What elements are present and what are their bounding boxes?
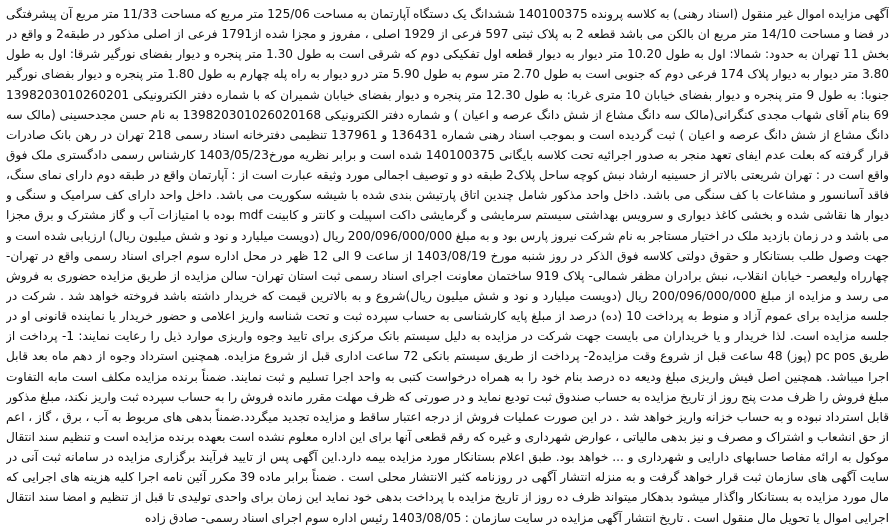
auction-notice (6, 4, 889, 527)
notice-paragraph (6, 4, 889, 527)
notice-title: آگهی مزایده اموال غیر منقول (اسناد رهنی) (672, 7, 889, 21)
notice-body: به کلاسه پرونده 140100375 ششدانگ یک دستگاه آپارتمان به مساحت 125/06 متر مربع که مساحت 11/33 متر مربع آن پیشرفتگی در فضا و مساحت 14/10 متر مربع ان بالکن می باشد قطعه 2 به پلاک ثبتی 597 فرعی از 1929 اصلی ، مفروز و مجزا شده از1791 فرعی از اصلی مذکور در طبقه2 و واقع در بخش 11 تهران به حدود: شمالا: اول به طول 10.20 متر دیوار به دیوار قطعه اول تفکیکی دوم که شرقی است به طول 1.30 متر پنجره و دیوار بفضای نورگیر شرقا: اول به طول 3.80 متر دیوار به دیوار پلاک 174 فرعی دوم که جنوبی است به طول 2.70 متر سوم به طول 5.90 متر درو دیوار به راه پله چهارم به طول 1.80 متر پنجره و دیوار بفضای نورگیر جنوبا: به طول 9 متر پنجره و دیوار بفضای خیابان 10 متری غربا: به طول 12.30 متر پنجره و دیوار بفضای خیابان شمیران که با شماره دفتر الکترونیکی 1398203010260201 69 بنام آقای شهاب مجدی کنگرانی(مالک سه دانگ مشاع از شش دانگ عرصه و اعیان ) و شماره دفتر الکترونیکی 139820301026020168 به نام حسن مجدحسینی (مالک سه دانگ مشاع از شش دانگ عرصه و اعیان ) ثبت گردیده است و بموجب اسناد رهنی شماره 136431 و 137961 تنظیمی دفترخانه اسناد رسمی 218 تهران در رهن بانک صادرات قرار گرفته که بعلت عدم ایفای تعهد منجر به صدور اجرائیه تحت کلاسه بایگانی 140100375 شده است و برابر نظریه مورخ1403/05/23 کارشناس رسمی دادگستری ملک فوق واقع است در : تهران شریعتی بالاتر از حسینیه ارشاد نبش کوچه ساحل پلاک2 طبقه دو و توصیف اجمالی مورد وثیقه عبارت است از : آپارتمان واقع در طبقه دوم دارای نمای سنگ، فاقد آسانسور و مشاعات با کف سنگی می باشد. داخل واحد مذکور شامل چندین اتاق پارتیشن بندی شده با شیشه سکوریت می باشد. داخل واحد دارای کف سرامیک و سنگی و دیوار ها نقاشی شده و بخشی کاغذ دیواری و سرویس بهداشتی سیستم سرمایشی و گرمایشی داکت اسپیلت و کانتر و کابینت mdf بوده با امتیازات آب و گاز مشترک و برق مجزا می باشد و در زمان بازدید ملک در اختیار مستاجر به نام شرکت نیروز پارس بود و به مبلغ 200/096/000/000 ریال (دویست میلیارد و نود و شش میلیون ریال) ارزیابی شده است و جهت وصول طلب بستانکار و حقوق دولتی کلاسه فوق الذکر در روز شنبه مورخ 1403/08/19 از ساعت 9 الی 12 ظهر در محل اداره سوم اجرای اسناد رسمی واقع در تهران- چهارراه ولیعصر- خیابان انقلاب، نبش برادران مظفر شمالی- پلاک 919 ساختمان معاونت اجرای اسناد رسمی ثبت استان تهران- سالن مزایده از طریق مزایده حضوری به فروش می رسد و مزایده از مبلغ 200/096/000/000 ریال (دویست میلیارد و نود و شش میلیون ریال)شروع و به بالاترین قیمت که خریدار داشته باشد فروخته خواهد شد . شرکت در جلسه مزایده برای عموم آزاد و منوط به پرداخت 10 (ده) درصد از مبلغ پایه کارشناسی به حساب سپرده ثبت و تحت شناسه واریز اعلامی و حضور خریدار یا نماینده قانونی او در جلسه مزایده است. لذا خریدار و یا خریداران می بایست جهت شرکت در مزایده به دلیل سیستم بانک مرکزی برای تایید وجوه واریزی موارد ذیل را رعایت نمایند: 1- پرداخت از طریق pc pos (پوز) 48 ساعت قبل از شروع وقت مزایده2- پرداخت از طریق سیستم بانکی 72 ساعت اداری قبل از شروع مزایده. همچنین استرداد وجوه از دهم ماه بعد قابل اجرا میباشد. همچنین اصل فیش واریزی مبلغ ودیعه ده درصد بنام خود را به همراه درخواست کتبی به واحد اجرا تسلیم و ثبت نمایند. ضمناً برنده مزایده مکلف است مابه التفاوت مبلغ فروش را ظرف مدت پنج روز از تاریخ مزایده به حساب صندوق ثبت تودیع نماید و در صورتی که ظرف مهلت مقرر مانده فروش را به حساب سپرده ثبت واریز نکند، مبلغ مذکور قابل استرداد نبوده و به حساب خزانه واریز خواهد شد . در این صورت عملیات فروش از درجه اعتبار ساقط و مزایده تجدید میگردد.ضمناً بدهی های مربوط به آب ، برق ، گاز ، اعم از حق انشعاب و اشتراک و مصرف و نیز بدهی مالیاتی ، عوارض شهرداری و غیره که رقم قطعی آنها برای این اداره معلوم نشده است بعهده برنده مزایده است و تنظیم سند انتقال موکول به ارائه مفاصا حسابهای دارایی و شهرداری و ... خواهد بود. طبق اعلام بستانکار مورد مزایده بیمه دارد.این آگهی پس از تایید فرآیند برگزاری مزایده در سامانه ثبت آنی در سایت آگهی های سازمان ثبت قرار خواهد گرفت و به منزله انتشار آگهی در روزنامه کثیر الانتشار محلی است . ضمناً برابر ماده 39 مکرر آئین نامه اجرا کلیه هزینه های اجرایی که مال مورد مزایده به بستانکار واگذار میشود بدهکار میتواند ظرف ده روز از تاریخ مزایده با پرداخت بدهی خود نماید این زمان برای واحدی تولیدی تا قبل از تنظیم و امضا سند انتقال اجرایی اموال یا تحویل مال منقول است . تاریخ انتشار آگهی مزایده در سایت سازمان : 1403/08/05 رئیس اداره سوم اجرای اسناد رسمی- صادق زاده (6, 7, 889, 525)
